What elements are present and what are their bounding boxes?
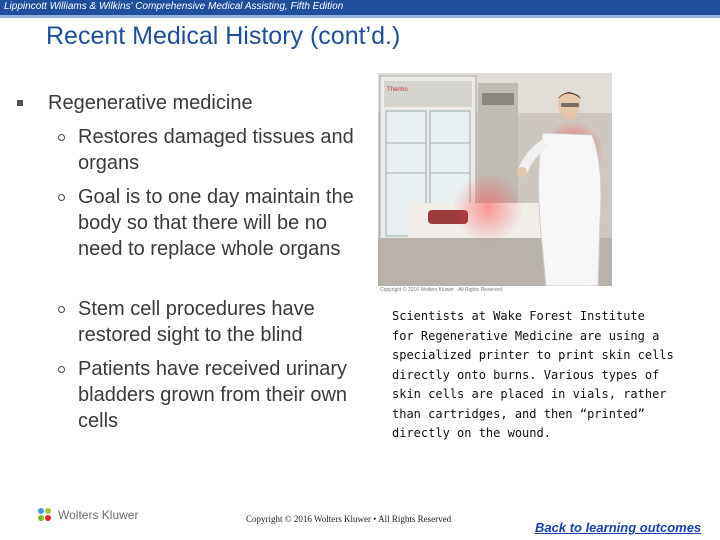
- lab-scene-illustration: [378, 73, 612, 286]
- svg-text:Thermo: Thermo: [387, 87, 408, 93]
- sub-bullet-text: Goal is to one day maintain the body so that there will be no need to replace whole organs: [78, 186, 354, 260]
- logo-text: Wolters Kluwer: [58, 508, 139, 522]
- publisher-logo: [36, 506, 138, 524]
- title-divider: [0, 15, 720, 18]
- slide-title: Recent Medical History (cont’d.): [46, 22, 401, 50]
- sub-bullet-text: Stem cell procedures have restored sight to the blind: [78, 298, 315, 346]
- sub-bullet: [78, 296, 368, 348]
- circle-bullet-icon: [58, 366, 65, 373]
- circle-bullet-icon: [58, 134, 65, 141]
- sub-bullet: [78, 124, 368, 176]
- bullet-text: Regenerative medicine: [48, 92, 253, 114]
- circle-bullet-icon: [58, 306, 65, 313]
- wolters-kluwer-logo-icon: [36, 506, 54, 524]
- sub-bullet-text: Patients have received urinary bladders grown from their own cells: [78, 358, 348, 432]
- sub-bullet-text: Restores damaged tissues and organs: [78, 126, 354, 174]
- header-bar: [0, 0, 720, 15]
- sub-bullet: [78, 184, 368, 262]
- photo-caption: Scientists at Wake Forest Institute for Regenerative Medicine are using a specialized printer to print skin cells directly onto burns. Various types of skin cells are placed in vials, rather than cartridges, and then “printed” directly on the wound.: [392, 309, 674, 440]
- book-title-text: Lippincott Williams & Wilkins' Comprehensive Medical Assisting, Fifth Edition: [4, 1, 344, 12]
- copyright-notice: Copyright © 2016 Wolters Kluwer • All Rights Reserved: [246, 514, 452, 524]
- circle-bullet-icon: [58, 194, 65, 201]
- square-bullet-icon: [17, 100, 23, 106]
- back-to-learning-outcomes-link[interactable]: Back to learning outcomes: [535, 520, 702, 535]
- photo-credit: Copyright © 2016 Wolters Kluwer · All Rights Reserved: [380, 287, 502, 293]
- sub-bullet: [78, 356, 368, 434]
- lab-photo: [378, 73, 612, 286]
- bullet-level-1: [48, 90, 253, 116]
